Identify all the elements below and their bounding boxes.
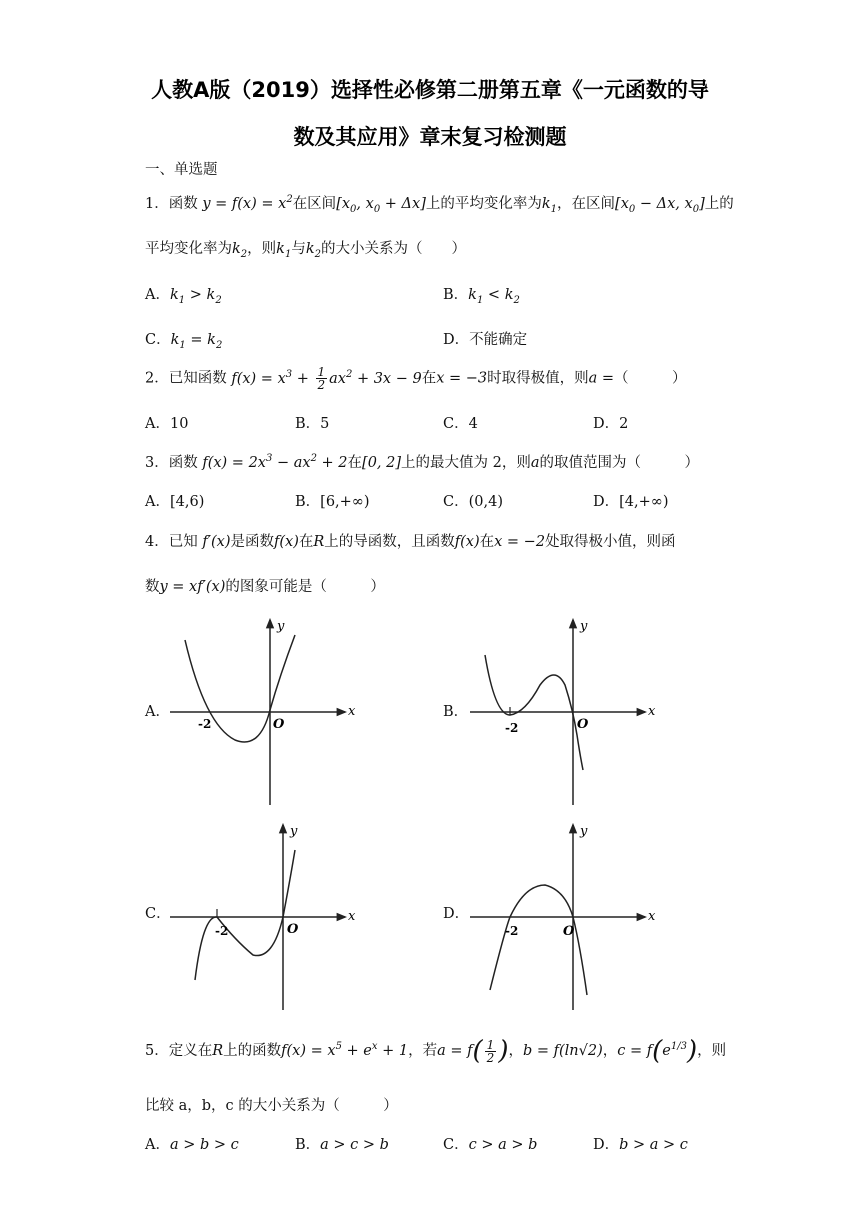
question-text: 在 [479, 534, 495, 550]
tick-label: -2 [505, 924, 519, 938]
question-text: 已知函数 [168, 370, 227, 387]
question-text: 定义在 [168, 1043, 213, 1059]
option-d[interactable]: D．不能确定 [443, 332, 528, 348]
question-text: 的图象可能是（ ） [225, 579, 385, 595]
question-text: 上的导函数，且函数 [324, 534, 455, 550]
section-heading: 一、单选题 [145, 162, 218, 178]
option-c[interactable]: C．4 [443, 416, 478, 432]
origin-label: O [273, 717, 285, 732]
question-number: 3． [145, 455, 169, 471]
question-text: 时取得极值，则 [487, 370, 589, 387]
option-c[interactable]: C．$k_1 = k_2$ [145, 332, 223, 351]
x-axis-label: x [348, 909, 356, 924]
graph-c[interactable] [165, 820, 365, 1015]
question-2-line1: 2．已知函数 $f(x) = x^3$ + $\frac{1}{2}$ $ax^2 + 3x - 9$在x = −3时取得极值，则a =（ ） [145, 365, 687, 392]
math-formula: $f(x) = x^5 + e^x + 1$ [281, 1041, 409, 1059]
option-a[interactable]: A． [145, 704, 170, 720]
question-text: 数 [145, 579, 160, 595]
math-interval: [0, 2] [362, 455, 402, 471]
question-text: ，在区间 [557, 196, 616, 212]
x-axis-label: x [648, 704, 656, 719]
x-axis-label: x [348, 704, 356, 719]
question-text: 上的最大值为 2，则 [401, 455, 531, 471]
graph-b[interactable] [465, 615, 665, 810]
option-a[interactable]: A．[4,6) [145, 494, 205, 510]
y-axis-label: y [580, 619, 588, 634]
question-5-line1: 5．定义在R上的函数$f(x) = x^5 + e^x + 1$，若a = f( $\frac{1}{2}$ )，b = f(ln√2)，$c = f(e^{1/3})$，则 [145, 1036, 727, 1066]
question-text: 函数 [168, 196, 198, 212]
option-a[interactable]: A．$k_1 > k_2$ [145, 287, 222, 306]
option-c[interactable]: C．c > a > b [443, 1137, 538, 1153]
math-a: a = f( $\frac{1}{2}$ ) [437, 1036, 509, 1066]
math-k2: $k_2$ [232, 241, 248, 260]
math-k1: $k_1$ [541, 196, 558, 215]
curve [195, 850, 295, 980]
question-5-line2: 比较 a，b，c 的大小关系为（ ） [145, 1098, 398, 1114]
tick-label: -2 [198, 717, 212, 731]
math-b: b = f(ln√2) [522, 1043, 603, 1059]
math-interval: [$x_0 - \Delta x$, $x_0$] [615, 196, 705, 215]
question-text: 是函数 [230, 534, 274, 550]
question-text: 上的平均变化率为 [425, 196, 542, 212]
question-4-line1: 4．已知 f′(x)是函数f(x)在R上的导函数，且函数f(x)在x = −2处取得极小值，则函 [145, 534, 676, 550]
question-text: 函数 [168, 455, 198, 471]
option-d[interactable]: D．[4,+∞) [593, 494, 669, 510]
math-interval: [$x_0$, $x_0 + \Delta x$] [336, 196, 426, 215]
option-d[interactable]: D．b > a > c [593, 1137, 688, 1153]
question-text: ，则 [247, 241, 277, 257]
y-axis-label: y [580, 824, 588, 839]
option-c[interactable]: C．(0,4) [443, 494, 503, 510]
math-condition: x = −3 [436, 370, 488, 387]
option-b[interactable]: B．a > c > b [295, 1137, 389, 1153]
question-text: ，若 [408, 1043, 438, 1059]
question-number: 1． [145, 196, 169, 212]
option-b[interactable]: B．[6,+∞) [295, 494, 370, 510]
page-title-line2: 数及其应用》章末复习检测题 [293, 125, 567, 149]
question-text: 平均变化率为 [145, 241, 232, 257]
option-a[interactable]: A．10 [145, 416, 189, 432]
math-k1: $k_1$ [276, 241, 292, 260]
math-formula: $y = f(x) = x^2$ [202, 194, 293, 212]
option-b[interactable]: B． [443, 704, 469, 720]
question-3-line1: 3．函数 $f(x) = 2x^3 - ax^2 + 2$在[0, 2]上的最大值为 2，则a的取值范围为（ ） [145, 453, 700, 471]
option-b[interactable]: B．5 [295, 416, 330, 432]
y-axis-label: y [277, 619, 285, 634]
tick-label: -2 [505, 721, 519, 735]
graph-a[interactable] [165, 615, 365, 810]
question-text: 处取得极小值，则函 [545, 534, 676, 550]
math-formula: $f(x) = 2x^3 - ax^2 + 2$ [202, 453, 348, 471]
question-text: 上的 [704, 196, 734, 212]
option-b[interactable]: B．$k_1 < k_2$ [443, 287, 520, 306]
question-text: 上的函数 [223, 1043, 282, 1059]
origin-label: O [577, 717, 589, 732]
question-4-line2: 数y = xf′(x)的图象可能是（ ） [145, 579, 385, 595]
question-text: 在 [347, 455, 363, 471]
page-title-line1: 人教A版（2019）选择性必修第二册第五章《一元函数的导 [151, 78, 709, 102]
math-c: $c = f(e^{1/3})$ [617, 1036, 698, 1066]
option-d[interactable]: D．2 [593, 416, 629, 432]
origin-label: O [287, 922, 299, 937]
question-number: 2． [145, 370, 169, 387]
question-1-line2 [145, 237, 466, 260]
math-k2: $k_2$ [305, 241, 322, 260]
graph-d[interactable] [465, 820, 665, 1015]
option-d[interactable]: D． [443, 906, 470, 922]
question-text: 已知 [168, 534, 198, 550]
question-number: 4． [145, 534, 169, 550]
math-formula: $f(x) = x^3$ + $\frac{1}{2}$ $ax^2 + 3x - 9$ [231, 365, 422, 392]
question-text: （ ） [614, 370, 687, 387]
question-text: 的大小关系为（ ） [321, 241, 467, 257]
question-text: 与 [291, 241, 306, 257]
y-axis-label: y [290, 824, 298, 839]
x-axis-label: x [648, 909, 656, 924]
question-text: 在区间 [292, 196, 337, 212]
option-c[interactable]: C． [145, 906, 171, 922]
question-text: 的取值范围为（ ） [539, 455, 700, 471]
origin-label: O [563, 924, 575, 939]
tick-label: -2 [215, 924, 229, 938]
question-1-line1 [145, 192, 734, 215]
question-text: 在 [421, 370, 437, 387]
option-a[interactable]: A．a > b > c [145, 1137, 239, 1153]
question-number: 5． [145, 1043, 169, 1059]
question-text: 在 [298, 534, 314, 550]
